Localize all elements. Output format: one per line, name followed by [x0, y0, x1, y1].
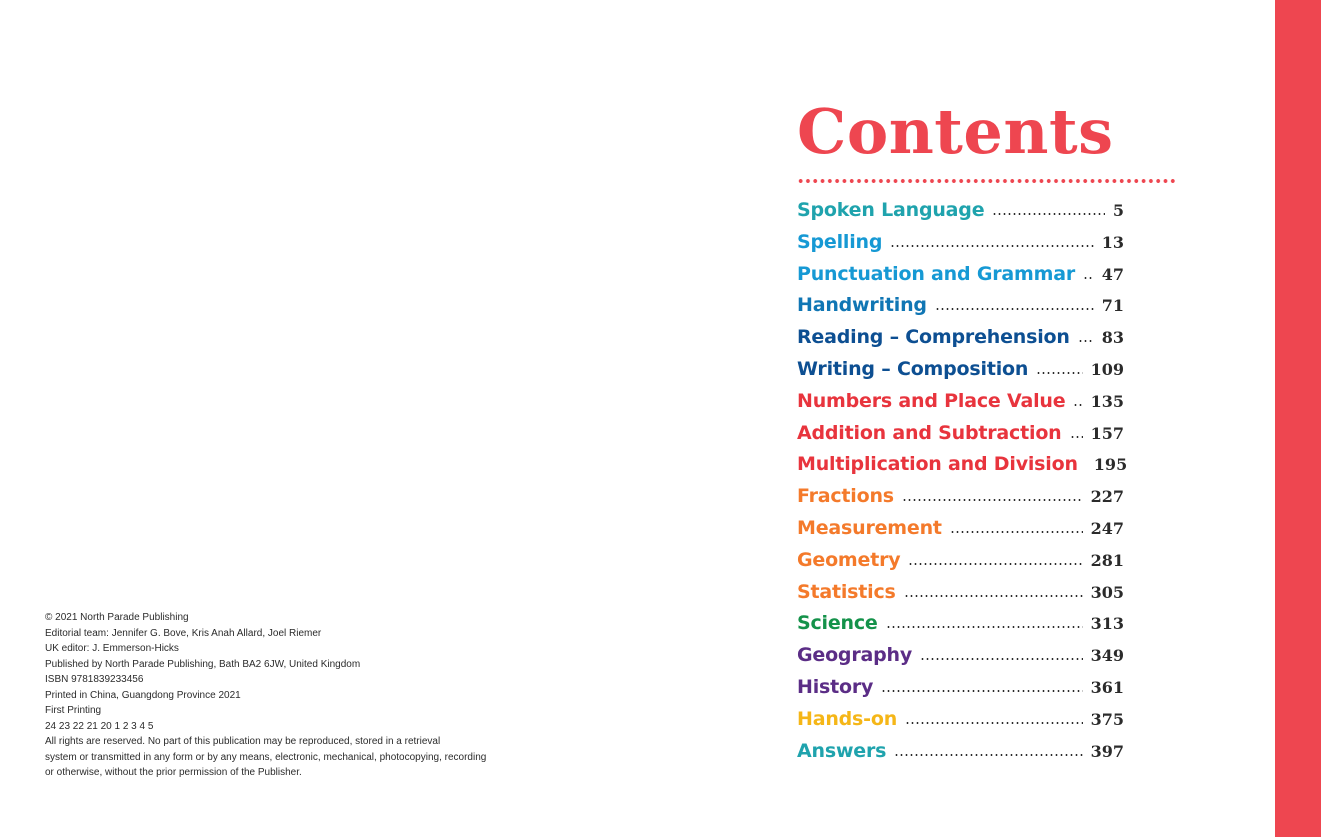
toc-entry[interactable] [797, 263, 1124, 295]
toc-entry-label: Writing – Composition [797, 357, 1029, 380]
toc-entry[interactable] [797, 612, 1124, 644]
toc-entry[interactable] [797, 708, 1124, 740]
printing-line: First Printing [45, 705, 102, 716]
toc-entry-page: 375 [1090, 709, 1124, 729]
toc-entry-label: Answers [797, 739, 887, 762]
page-edge-color-bar [1275, 0, 1321, 837]
toc-entry-label: Multiplication and Division [797, 453, 1078, 476]
toc-entry-page: 109 [1090, 359, 1124, 379]
toc-entry-label: Fractions [797, 485, 894, 508]
toc-entry-page: 349 [1090, 646, 1124, 666]
print-run-line: 24 23 22 21 20 1 2 3 4 5 [45, 720, 154, 732]
toc-entry-label: Spoken Language [797, 199, 985, 221]
dot-leader [905, 717, 1083, 725]
toc-entry-label: Science [797, 612, 878, 635]
toc-entry[interactable] [797, 231, 1124, 263]
toc-entry-label: Spelling [797, 230, 883, 253]
toc-entry-label: Reading – Comprehension [797, 326, 1070, 349]
toc-entry-page: 157 [1090, 423, 1124, 443]
copyright-imprint [45, 610, 515, 781]
toc-entry-label: Numbers and Place Value [797, 389, 1066, 412]
dot-leader [950, 526, 1083, 534]
toc-entry[interactable] [797, 326, 1124, 358]
printed-in-line: Printed in China, Guangdong Province 2021 [45, 689, 241, 701]
toc-entry-label: Hands-on [797, 707, 898, 730]
toc-entry[interactable] [797, 517, 1124, 549]
copyright-line: © 2021 North Parade Publishing [45, 612, 189, 623]
toc-entry-page: 71 [1101, 296, 1124, 316]
dot-leader [881, 685, 1082, 693]
dot-leader [902, 494, 1083, 502]
toc-entry-page: 247 [1090, 518, 1124, 538]
toc-entry-label: Addition and Subtraction [797, 421, 1062, 444]
toc-entry-label: Statistics [797, 580, 896, 603]
dot-leader [908, 558, 1082, 566]
toc-entry-label: Geometry [797, 548, 901, 571]
dot-leader [1078, 335, 1094, 343]
toc-entry-page: 13 [1101, 232, 1124, 252]
isbn-line: ISBN 9781839233456 [45, 674, 144, 685]
toc-entry-page: 195 [1093, 455, 1128, 475]
toc-entry[interactable] [797, 676, 1124, 708]
toc-entry-label: Punctuation and Grammar [797, 262, 1075, 285]
toc-entry-page: 83 [1101, 328, 1124, 348]
dot-leader [1036, 367, 1082, 375]
dot-leader [904, 590, 1083, 598]
rights-line: All rights are reserved. No part of this publication may be reproduced, stored in a retrieval [45, 736, 441, 747]
dot-leader [890, 240, 1093, 248]
dot-leader [1073, 399, 1082, 407]
toc-entry[interactable] [797, 581, 1124, 613]
toc-entry-page: 47 [1101, 264, 1124, 284]
toc-entry[interactable] [797, 453, 1128, 485]
toc-entry-label: Geography [797, 644, 913, 667]
toc-entry-label: Handwriting [797, 294, 927, 317]
toc-entry-page: 5 [1112, 201, 1124, 220]
toc-entry-page: 227 [1090, 487, 1124, 507]
dotted-divider [797, 178, 1177, 184]
rights-line: or otherwise, without the prior permission of the Publisher. [45, 767, 302, 778]
editorial-team-line: Editorial team: Jennifer G. Bove, Kris Anah Allard, Joel Riemer [45, 627, 322, 639]
uk-editor-line: UK editor: J. Emmerson-Hicks [45, 643, 179, 654]
toc-entry[interactable] [797, 644, 1124, 676]
table-of-contents [797, 199, 1128, 771]
dot-leader [894, 749, 1082, 757]
toc-entry-page: 281 [1090, 550, 1124, 570]
toc-entry-label: History [797, 675, 874, 698]
publisher-line: Published by North Parade Publishing, Bath BA2 6JW, United Kingdom [45, 658, 361, 670]
toc-entry[interactable] [797, 740, 1124, 772]
toc-entry[interactable] [797, 199, 1124, 231]
toc-entry[interactable] [797, 294, 1124, 326]
dot-leader [1083, 272, 1094, 280]
page-title: Contents [797, 95, 1114, 168]
toc-entry-page: 361 [1090, 677, 1124, 697]
dot-leader [886, 621, 1083, 629]
dot-leader [992, 208, 1104, 216]
toc-entry-label: Measurement [797, 516, 942, 539]
dot-leader [935, 303, 1094, 311]
dot-leader [920, 653, 1083, 661]
toc-entry[interactable] [797, 390, 1124, 422]
toc-entry-page: 397 [1090, 741, 1124, 761]
toc-entry-page: 135 [1090, 391, 1124, 411]
rights-line: system or transmitted in any form or by any means, electronic, mechanical, photocopying, recording [45, 751, 487, 763]
dot-leader [1070, 431, 1083, 439]
toc-entry-page: 305 [1090, 582, 1124, 602]
toc-entry-page: 313 [1090, 614, 1124, 634]
toc-entry[interactable] [797, 485, 1124, 517]
toc-entry[interactable] [797, 358, 1124, 390]
toc-entry[interactable] [797, 422, 1124, 454]
toc-entry[interactable] [797, 549, 1124, 581]
